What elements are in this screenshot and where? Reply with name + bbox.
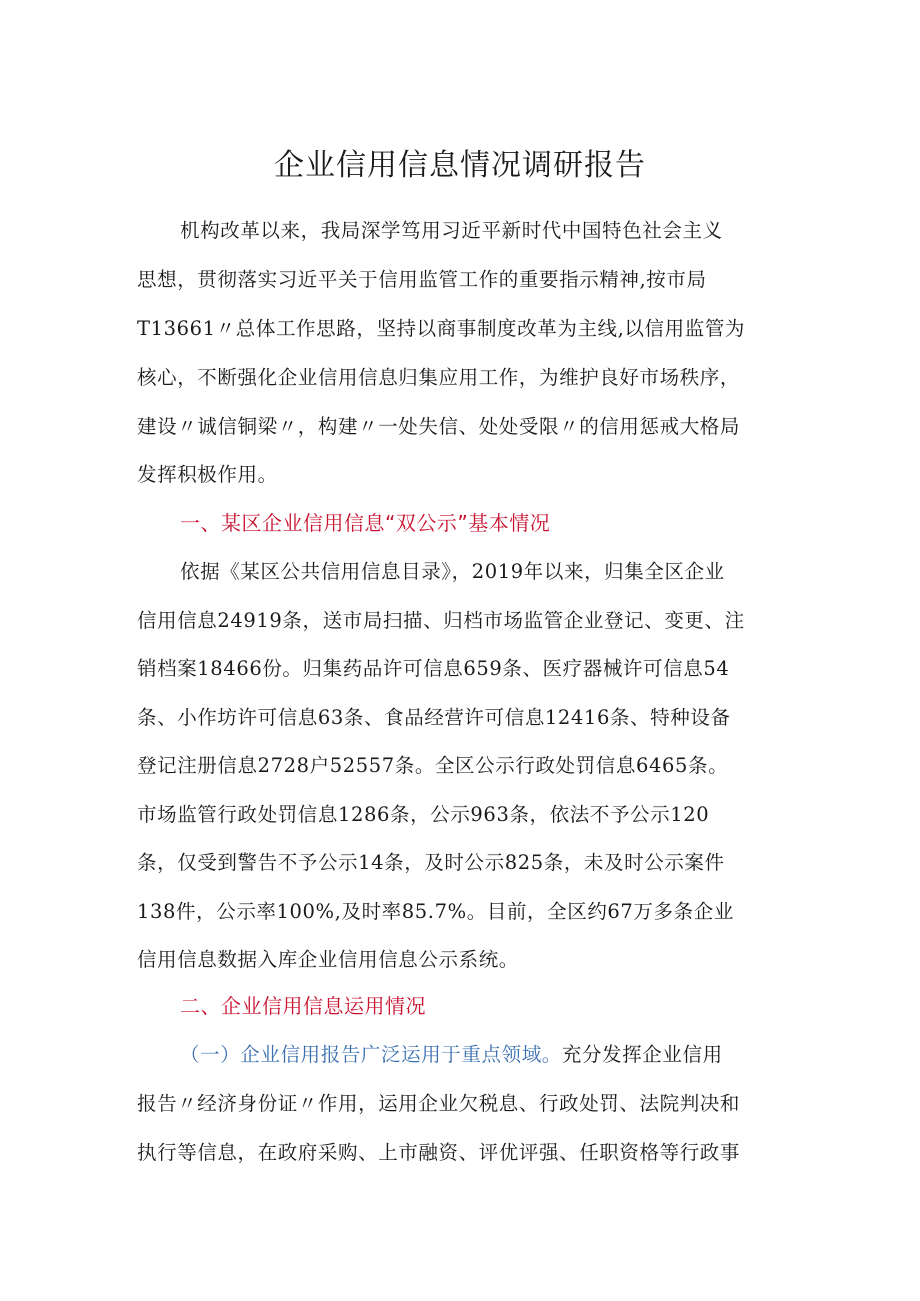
section-1-line: 登记注册信息2728户52557条。全区公示行政处罚信息6465条。: [137, 754, 729, 777]
intro-line: 发挥积极作用。: [137, 463, 278, 486]
section-1-heading: 一、某区企业信用信息“双公示”基本情况: [180, 511, 551, 535]
section-2-subheading: （一）企业信用报告广泛运用于重点领域。: [180, 1043, 562, 1066]
section-1-line: 信用信息数据入库企业信用信息公示系统。: [137, 948, 519, 971]
section-2-heading: 二、企业信用信息运用情况: [180, 994, 426, 1018]
section-1-line: 条、小作坊许可信息63条、食品经营许可信息12416条、特种设备: [137, 706, 731, 729]
section-2-line: 执行等信息，在政府采购、上市融资、评优评强、任职资格等行政事: [137, 1141, 741, 1164]
page-title: 企业信用信息情况调研报告: [274, 148, 646, 183]
section-2-subheading-rest: 充分发挥企业信用: [561, 1043, 723, 1066]
intro-line: 建设〃诚信铜梁〃，构建〃一处失信、处处受限〃的信用惩戒大格局: [137, 415, 741, 438]
intro-line: 思想，贯彻落实习近平关于信用监管工作的重要指示精神,按市局: [137, 268, 707, 291]
section-1-line: 销档案18466份。归集药品许可信息659条、医疗器械许可信息54: [137, 657, 730, 680]
section-1-line: 市场监管行政处罚信息1286条，公示963条，依法不予公示120: [137, 803, 710, 826]
section-1-line: 138件，公示率100%,及时率85.7%。目前，全区约67万多条企业: [137, 900, 734, 923]
section-2-first-line: [180, 1040, 800, 1070]
section-1-line: 依据《某区公共信用信息目录》，2019年以来，归集全区企业: [180, 560, 725, 583]
intro-line: 核心，不断强化企业信用信息归集应用工作，为维护良好市场秩序，: [137, 366, 741, 389]
intro-line: 机构改革以来，我局深学笃用习近平新时代中国特色社会主义: [180, 219, 723, 242]
intro-line: T13661〃总体工作思路，坚持以商事制度改革为主线,以信用监管为: [137, 317, 746, 340]
section-1-line: 条，仅受到警告不予公示14条，及时公示825条，未及时公示案件: [137, 851, 725, 874]
section-2-line: 报告〃经济身份证〃作用，运用企业欠税息、行政处罚、法院判决和: [137, 1092, 741, 1115]
section-1-line: 信用信息24919条，送市局扫描、归档市场监管企业登记、变更、注: [137, 609, 745, 632]
